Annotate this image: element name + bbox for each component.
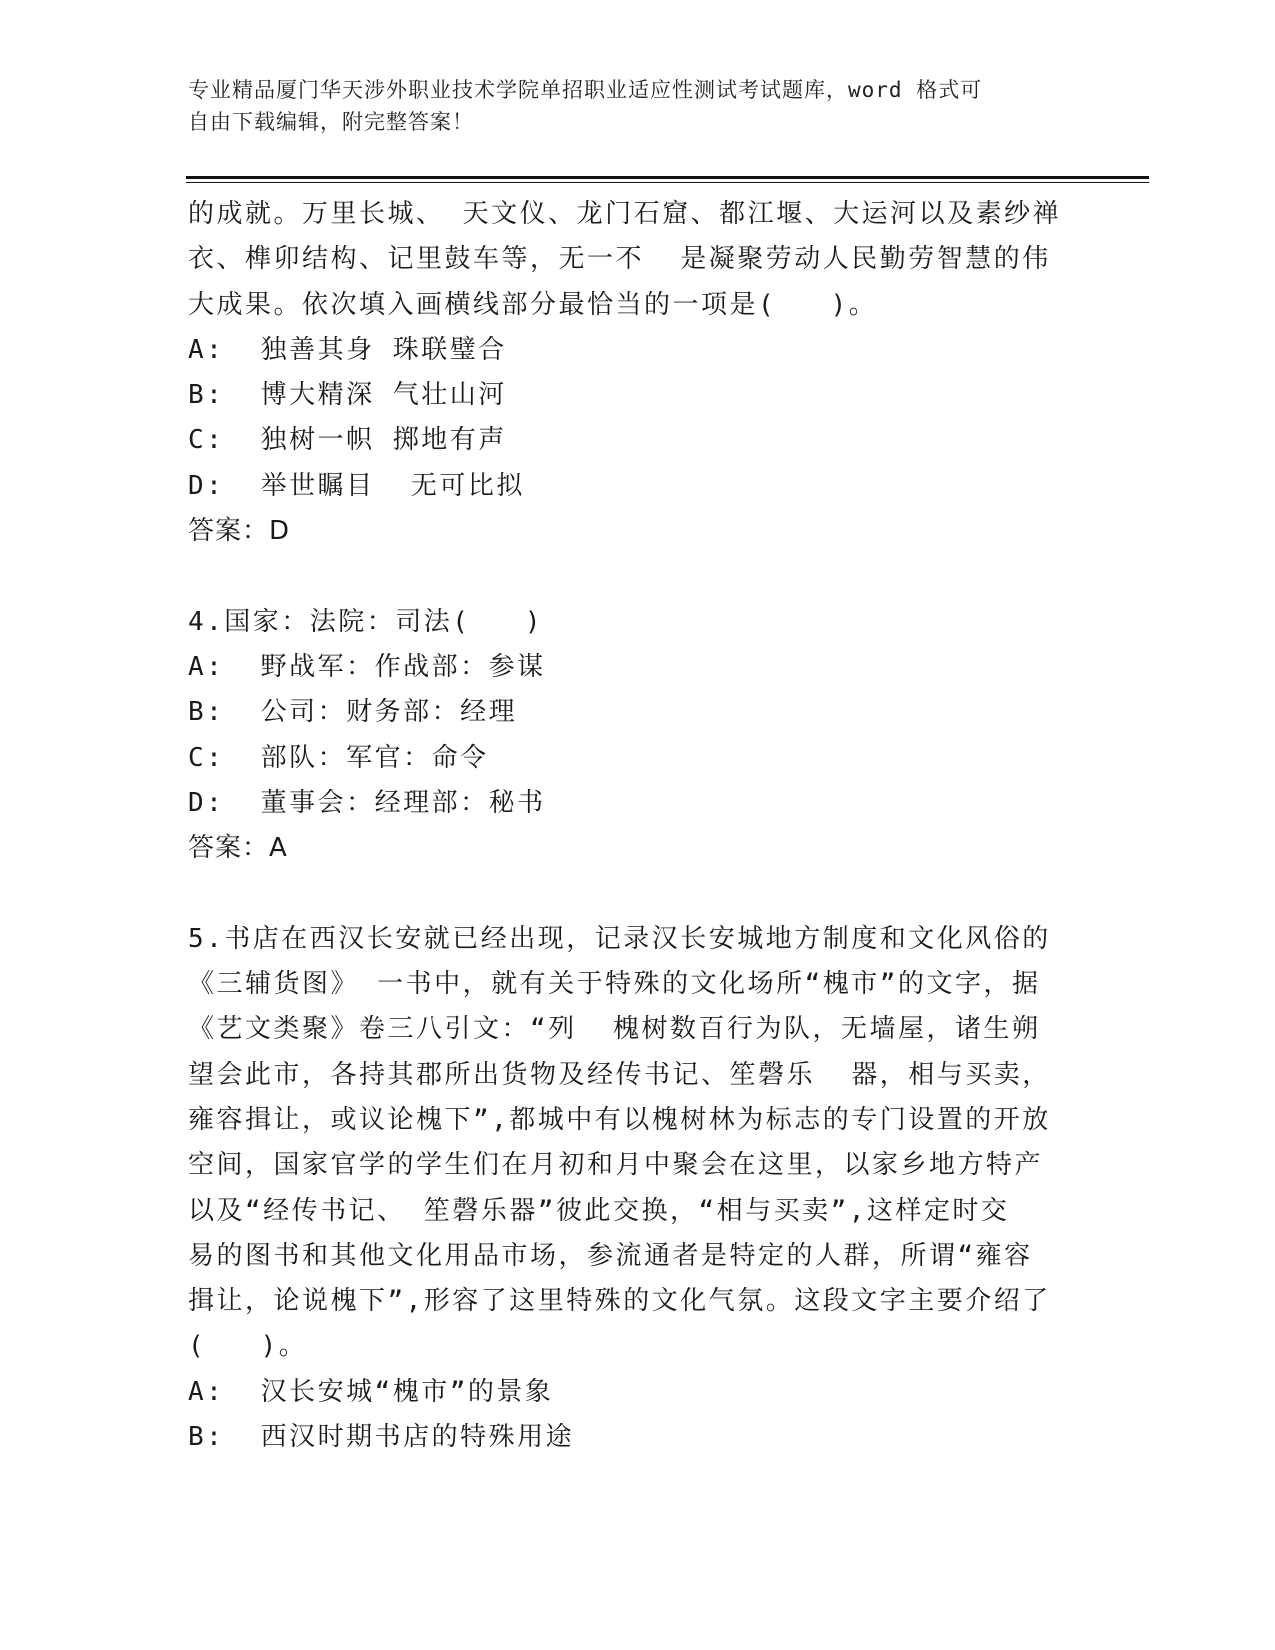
- question-3: [188, 192, 1088, 554]
- question-text-line: 《艺文类聚》卷三八引文：“列 槐树数百行为队，无墙屋，诸生朔: [188, 1014, 1041, 1045]
- question-5: [188, 917, 1088, 1461]
- header-rule-thick: [186, 176, 1149, 179]
- question-text-line: 衣、榫卯结构、记里鼓车等，无一不 是凝聚劳动人民勤劳智慧的伟: [188, 244, 1051, 275]
- question-text-line: 雍容揖让，或议论槐下”,都城中有以槐树林为标志的专门设置的开放: [188, 1104, 1051, 1135]
- option-a: A: 野战军：作战部：参谋: [188, 651, 546, 682]
- header-rule-thin: [186, 182, 1149, 183]
- question-text-line: 揖让，论说槐下”,形容了这里特殊的文化气氛。这段文字主要介绍了: [188, 1286, 1051, 1317]
- question-text-line: 易的图书和其他文化用品市场，参流通者是特定的人群，所谓“雍容: [188, 1240, 1033, 1271]
- question-text-line: 《三辅货图》 一书中，就有关于特殊的文化场所“槐市”的文字，据: [188, 969, 1041, 1000]
- question-text-line: 以及“经传书记、 笙磬乐器”彼此交换，“相与买卖”,这样定时交: [188, 1195, 1010, 1226]
- question-text-line: ( )。: [188, 1331, 308, 1362]
- answer-label: 答案：A: [188, 833, 288, 864]
- option-a: A: 独善其身 珠联璧合: [188, 334, 507, 365]
- answer-label: 答案：D: [188, 516, 291, 547]
- question-4: [188, 600, 1088, 872]
- question-text-line: 望会此市，各持其郡所出货物及经传书记、笙磬乐 器，相与买卖，: [188, 1059, 1051, 1090]
- option-c: C: 部队：军官：命令: [188, 742, 489, 773]
- question-stem: 4.国家：法院：司法( ): [188, 606, 544, 637]
- option-d: D: 举世瞩目 无可比拟: [188, 470, 525, 501]
- question-text-line: 的成就。万里长城、 天文仪、龙门石窟、都江堰、大运河以及素纱禅: [188, 199, 1062, 229]
- option-b: B: 公司：财务部：经理: [188, 697, 518, 728]
- question-text-line: 5.书店在西汉长安就已经出现，记录汉长安城地方制度和文化风俗的: [188, 923, 1051, 954]
- page-header: 专业精品厦门华天涉外职业技术学院单招职业适应性测试考试题库，word 格式可 自由下载编辑，附完整答案！: [188, 78, 983, 134]
- question-text-line: 空间，国家官学的学生们在月初和月中聚会在这里，以家乡地方特产: [188, 1150, 1044, 1181]
- spacer: [188, 871, 1088, 916]
- option-a: A: 汉长安城“槐市”的景象: [188, 1376, 554, 1407]
- question-text-line: 大成果。依次填入画横线部分最恰当的一项是( )。: [188, 289, 878, 320]
- option-c: C: 独树一帜 掷地有声: [188, 425, 507, 456]
- spacer: [188, 554, 1088, 599]
- option-d: D: 董事会：经理部：秘书: [188, 787, 546, 818]
- option-b: B: 西汉时期书店的特殊用途: [188, 1422, 575, 1453]
- document-body: [188, 192, 1088, 1460]
- option-b: B: 博大精深 气壮山河: [188, 380, 507, 411]
